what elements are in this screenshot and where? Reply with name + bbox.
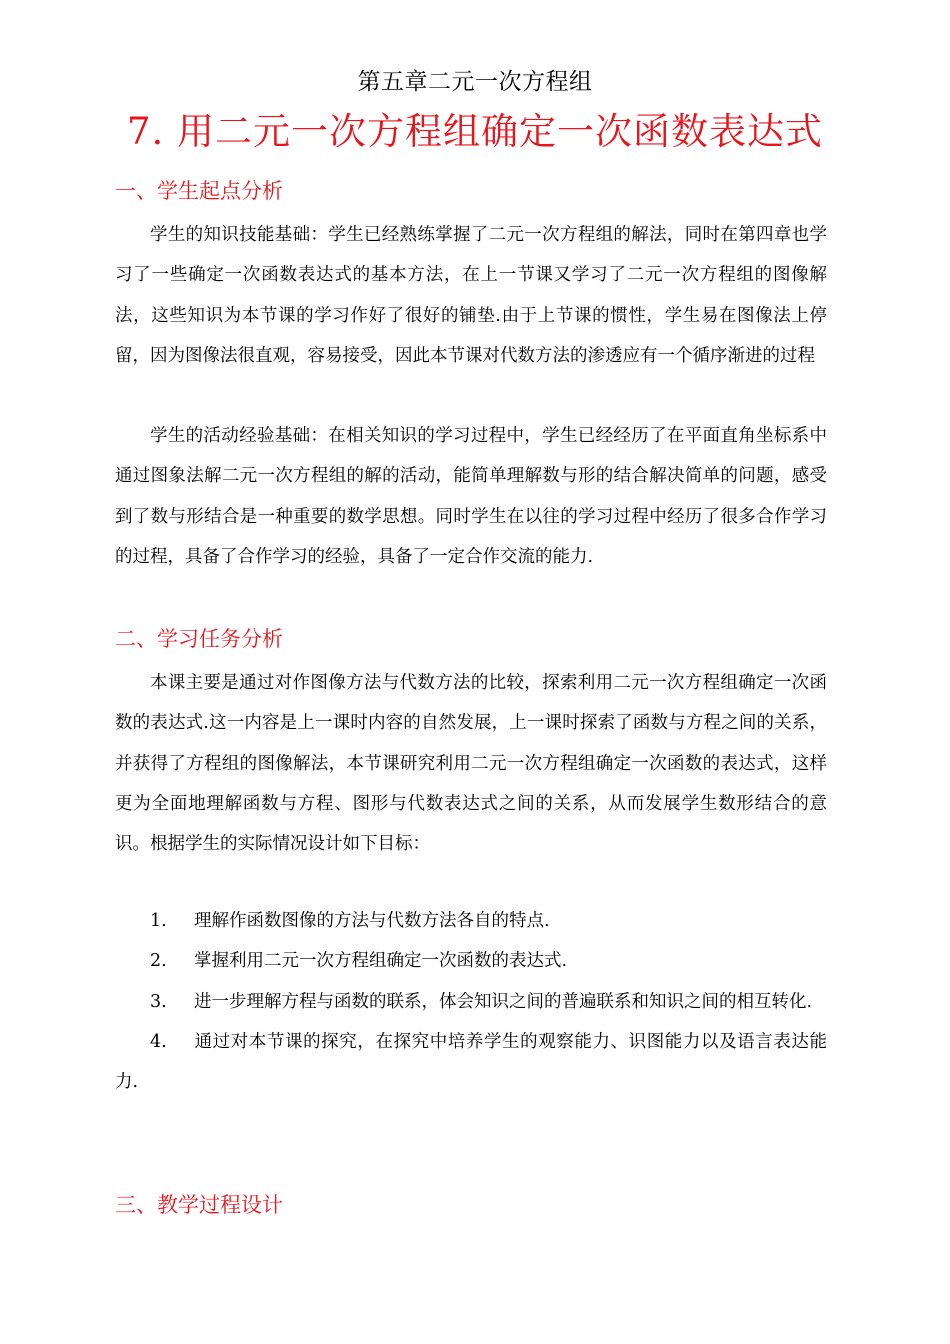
- list-item: [115, 982, 827, 1022]
- list-item-text: 掌握利用二元一次方程组确定一次函数的表达式.: [194, 951, 568, 972]
- list-item: [115, 941, 827, 981]
- list-item-text: 通过对本节课的探究，在探究中培养学生的观察能力、识图能力以及语言表达能力.: [115, 1031, 827, 1093]
- list-item: [115, 901, 827, 941]
- paragraph-task-overview: 本课主要是通过对作图像方法与代数方法的比较，探索利用二元一次方程组确定一次函数的表达式.这一内容是上一课时内容的自然发展，上一课时探索了函数与方程之间的关系，并获得了方程组的图像解法，本节课研究利用二元一次方程组确定一次函数的表达式，这样更为全面地理解函数与方程、图形与代数表达式之间的关系，从而发展学生数形结合的意识。根据学生的实际情况设计如下目标：: [115, 673, 827, 855]
- list-item-text: 进一步理解方程与函数的联系，体会知识之间的普遍联系和知识之间的相互转化.: [194, 991, 813, 1012]
- section-heading-task-analysis: 二、学习任务分析: [115, 627, 283, 651]
- list-item-number: 1.: [150, 911, 167, 931]
- paragraph-knowledge-basis: 学生的知识技能基础：学生已经熟练掌握了二元一次方程组的解法，同时在第四章也学习了一些确定一次函数表达式的基本方法，在上一节课又学习了二元一次方程组的图像解法，这些知识为本节课的学习作好了很好的铺垫.由于上节课的惯性，学生易在图像法上停留，因为图像法很直观，容易接受，因此本节课对代数方法的渗透应有一个循序渐进的过程: [115, 225, 827, 366]
- section-heading-teaching-process: 三、教学过程设计: [115, 1193, 283, 1217]
- lesson-title: 7. 用二元一次方程组确定一次函数表达式: [126, 110, 824, 153]
- objectives-list: [115, 901, 827, 1102]
- list-item: [115, 1022, 827, 1103]
- section-heading-student-analysis: 一、学生起点分析: [115, 179, 283, 203]
- paragraph-activity-basis: 学生的活动经验基础：在相关知识的学习过程中，学生已经经历了在平面直角坐标系中通过图象法解二元一次方程组的解的活动，能简单理解数与形的结合解决简单的问题，感受到了数与形结合是一种重要的数学思想。同时学生在以往的学习过程中经历了很多合作学习的过程，具备了合作学习的经验，具备了一定合作交流的能力.: [115, 426, 827, 567]
- chapter-title: 第五章二元一次方程组: [357, 69, 593, 95]
- list-item-number: 2.: [150, 951, 167, 972]
- list-item-number: 3.: [150, 991, 167, 1012]
- list-item-text: 理解作函数图像的方法与代数方法各自的特点.: [194, 911, 550, 931]
- list-item-number: 4.: [150, 1031, 167, 1052]
